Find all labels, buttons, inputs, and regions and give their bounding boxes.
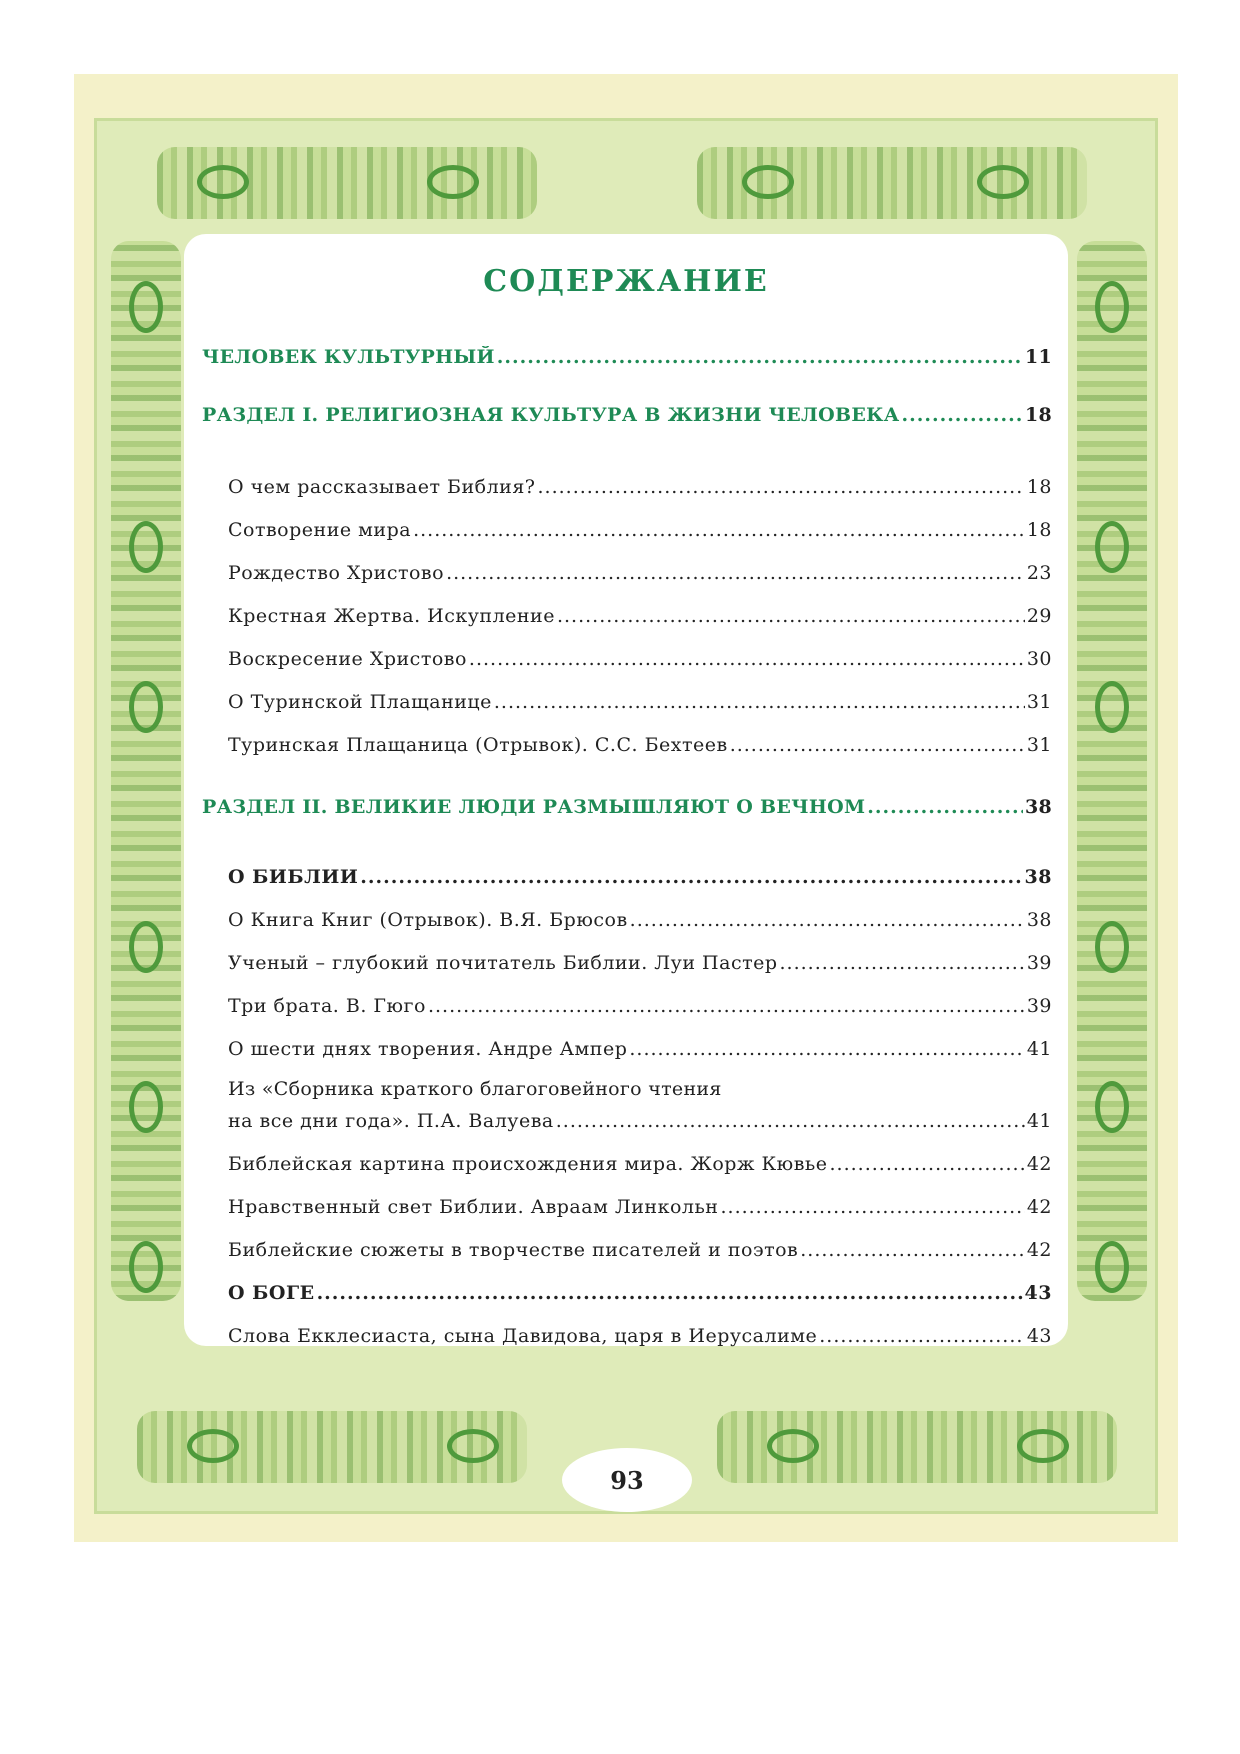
leader-dots [780,952,1025,974]
toc-section-title: ЧЕЛОВЕК КУЛЬТУРНЫЙ [202,346,495,368]
knot-ring-icon [742,165,794,199]
toc-section[interactable] [202,346,1052,368]
toc-item[interactable] [228,995,1052,1017]
toc-item-title: Сотворение мира [228,519,412,541]
toc-item[interactable] [228,476,1052,498]
leader-dots [830,1153,1025,1175]
knot-ring-icon [1017,1429,1069,1463]
leader-dots [720,1196,1024,1218]
knot-ring-icon [197,165,249,199]
toc-item-title: Туринская Плащаница (Отрывок). С.С. Бехтеев [228,734,728,756]
toc-item[interactable] [228,866,1052,888]
leader-dots [557,605,1025,627]
leader-dots [556,1110,1025,1132]
toc-item[interactable] [228,1038,1052,1060]
knot-ring-icon [1095,1241,1129,1293]
leader-dots [428,995,1025,1017]
knot-ring-icon [129,921,163,973]
leader-dots [360,866,1022,888]
toc-section-title: РАЗДЕЛ I. РЕЛИГИОЗНАЯ КУЛЬТУРА В ЖИЗНИ ЧЕЛОВЕКА [202,404,900,426]
toc-item[interactable] [228,1196,1052,1218]
page-number: 93 [562,1448,692,1512]
toc-item-title: О чем рассказывает Библия? [228,476,536,498]
toc-page-number: 39 [1026,952,1052,974]
toc-page-number: 29 [1026,605,1052,627]
toc-page-number: 39 [1026,995,1052,1017]
toc-item-title: О шести днях творения. Андре Ампер [228,1038,628,1060]
toc-item[interactable] [228,648,1052,670]
toc-item[interactable] [228,562,1052,584]
toc-page-number: 38 [1026,909,1052,931]
toc-item-title: О БИБЛИИ [228,866,359,888]
toc-item[interactable] [228,691,1052,713]
leader-dots [800,1239,1025,1261]
toc-page-number: 11 [1024,346,1052,368]
knot-ring-icon [187,1429,239,1463]
leader-dots [446,562,1025,584]
toc-item[interactable] [228,519,1052,541]
toc-item-title: Слова Екклесиаста, сына Давидова, царя в Иерусалиме [228,1325,818,1347]
knot-ring-icon [427,165,479,199]
toc-page-number: 31 [1026,734,1052,756]
toc-page-number: 42 [1026,1196,1052,1218]
leader-dots [497,346,1023,368]
knot-ring-icon [767,1429,819,1463]
toc-item[interactable] [228,1282,1052,1304]
page-title: СОДЕРЖАНИЕ [483,264,769,299]
knot-ring-icon [447,1429,499,1463]
toc-page-number: 42 [1026,1239,1052,1261]
toc-page-number: 18 [1026,519,1052,541]
knot-ring-icon [129,281,163,333]
knot-ring-icon [977,165,1029,199]
toc-item-title: О Туринской Плащанице [228,691,492,713]
toc-page-number: 31 [1026,691,1052,713]
leader-dots [317,1282,1023,1304]
leader-dots [902,404,1023,426]
toc-item[interactable] [228,1325,1052,1347]
knot-ring-icon [129,1081,163,1133]
knot-ring-icon [129,521,163,573]
leader-dots [469,648,1025,670]
toc-item-title: О Книга Книг (Отрывок). В.Я. Брюсов [228,909,628,931]
toc-item[interactable] [228,1110,1052,1132]
toc-item-title: О БОГЕ [228,1282,315,1304]
toc-item[interactable] [228,734,1052,756]
toc-page-number: 41 [1026,1038,1052,1060]
toc-page-number: 42 [1026,1153,1052,1175]
toc-page-number: 18 [1026,476,1052,498]
toc-item[interactable] [228,909,1052,931]
toc-item[interactable] [228,952,1052,974]
toc-page-number: 38 [1024,796,1052,818]
left-ornament-band [111,241,181,1301]
leader-dots [867,796,1023,818]
leader-dots [494,691,1025,713]
toc-item-title: Ученый – глубокий почитатель Библии. Луи Пастер [228,952,778,974]
book-page [74,74,1178,1542]
toc-page-number: 30 [1026,648,1052,670]
toc-item-title: Три брата. В. Гюго [228,995,426,1017]
toc-item-title: Воскресение Христово [228,648,467,670]
knot-ring-icon [1095,921,1129,973]
toc-section[interactable] [202,796,1052,818]
toc-item-title: Библейская картина происхождения мира. Жорж Кювье [228,1153,828,1175]
toc-item-line1: Из «Сборника краткого благоговейного чтения [228,1078,722,1100]
leader-dots [730,734,1025,756]
toc-item-title: Рождество Христово [228,562,445,584]
toc-item-title: Библейские сюжеты в творчестве писателей и поэтов [228,1239,799,1261]
toc-page-number: 38 [1024,866,1052,888]
toc-section[interactable] [202,404,1052,426]
toc-page-number: 23 [1026,562,1052,584]
leader-dots [630,909,1025,931]
leader-dots [819,1325,1025,1347]
knot-ring-icon [129,681,163,733]
toc-page-number: 41 [1026,1110,1052,1132]
toc-page-number: 43 [1024,1282,1052,1304]
knot-ring-icon [1095,281,1129,333]
toc-item-title: Крестная Жертва. Искупление [228,605,555,627]
knot-ring-icon [129,1241,163,1293]
toc-item-title: на все дни года». П.А. Валуева [228,1110,554,1132]
toc-item[interactable] [228,605,1052,627]
toc-page-number: 18 [1024,404,1052,426]
leader-dots [629,1038,1024,1060]
leader-dots [413,519,1025,541]
knot-ring-icon [1095,681,1129,733]
toc-item[interactable] [228,1239,1052,1261]
toc-item[interactable] [228,1153,1052,1175]
toc-item-title: Нравственный свет Библии. Авраам Линкольн [228,1196,719,1218]
contents-panel [184,234,1068,1346]
knot-ring-icon [1095,521,1129,573]
toc-page-number: 43 [1026,1325,1052,1347]
knot-ring-icon [1095,1081,1129,1133]
right-ornament-band [1077,241,1147,1301]
leader-dots [538,476,1025,498]
toc-section-title: РАЗДЕЛ II. ВЕЛИКИЕ ЛЮДИ РАЗМЫШЛЯЮТ О ВЕЧНОМ [202,796,866,818]
